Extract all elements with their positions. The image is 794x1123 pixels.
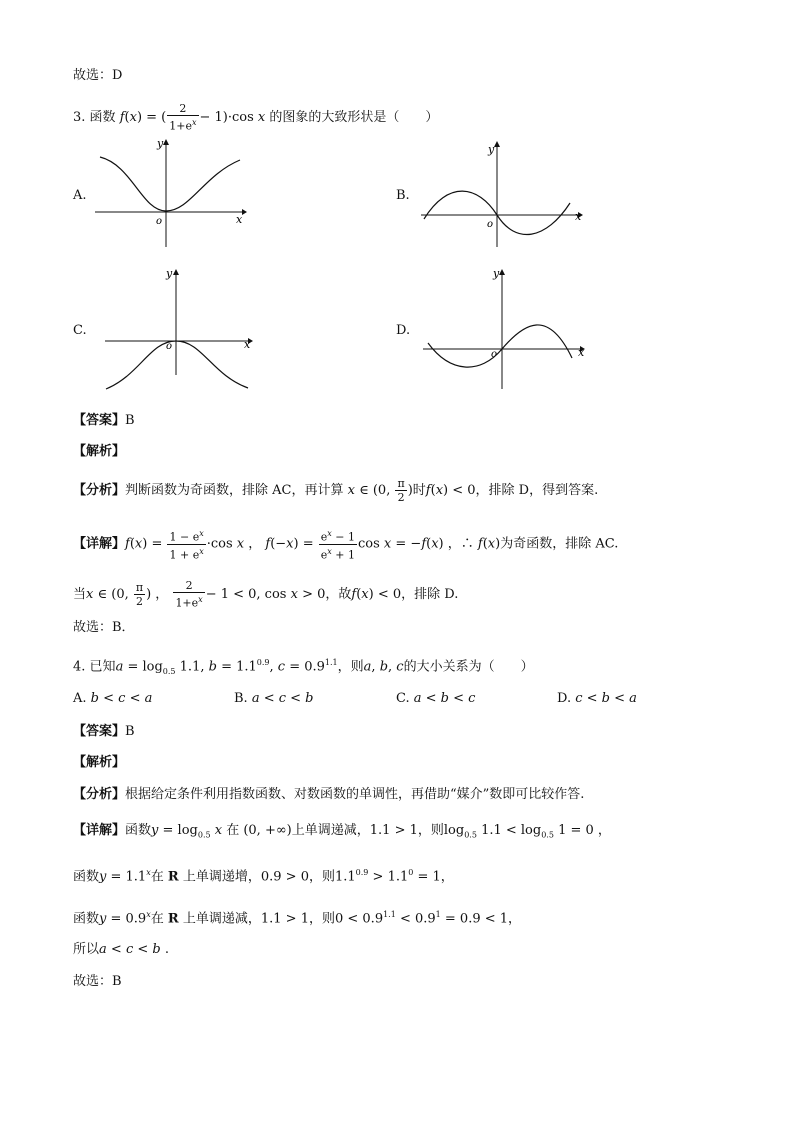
option-b-label: B. xyxy=(396,188,410,203)
curve xyxy=(100,157,240,211)
fraction: $\frac{2}{1+e^x}$ xyxy=(175,579,203,610)
q4-suoyi: 所以a < c < b . xyxy=(73,942,169,957)
q4-xiangjie-line2: 函数$y = 1.1^x$在 R 上单调递增，0.9 > 0，则$1.1^{0.9} > 1.1^0 = 1$， xyxy=(73,868,454,885)
axis-y-label: y xyxy=(488,143,495,156)
graph-c xyxy=(100,263,260,393)
q3-dang: 当x ∈ (0, $\frac{\pi}{2}$ ) ， $\frac{2}{1+e^x}$ − 1 < 0, cos x > 0，故f(x) < 0，排除 D. xyxy=(73,579,459,610)
curve xyxy=(428,325,572,367)
q3-conclusion: 故选：B． xyxy=(73,620,135,635)
origin-label: o xyxy=(491,349,498,360)
q4-fenxi: 【分析】根据给定条件利用指数函数、对数函数的单调性，再借助“媒介”数即可比较作答. xyxy=(73,787,585,802)
origin-label: o xyxy=(166,341,173,352)
option-c-label: C. xyxy=(73,323,87,338)
q3-stem: 3. 函数 f(x) = ( $\frac{2}{1+e^x}$ − 1)·cos x 的图象的大致形状是（ ） xyxy=(73,102,439,133)
fraction: $\frac{2}{1+e^x}$ xyxy=(169,102,197,133)
curve xyxy=(106,341,248,389)
fraction: $\frac{1 - e^x}{1 + e^x}$ xyxy=(169,529,204,562)
option-b: B. a < c < b xyxy=(234,691,314,706)
axis-x-label: x xyxy=(575,210,582,223)
fraction: $\frac{e^x - 1}{e^x + 1}$ xyxy=(320,529,355,562)
axis-y-label: y xyxy=(166,267,173,280)
axis-x-label: x xyxy=(236,213,243,226)
axis-x-label: x xyxy=(244,338,251,351)
origin-label: o xyxy=(156,216,163,227)
option-a: A. b < c < a xyxy=(73,691,153,706)
q4-analysis-heading: 【解析】 xyxy=(73,755,126,770)
q3-xiangjie: 【详解】f(x) = $\frac{1 - e^x}{1 + e^x}$ ·cos x ， f(−x) = $\frac{e^x - 1}{e^x + 1}$ cos x = −f(x) ，∴ f(x)为奇函数，排除 AC. xyxy=(73,529,619,562)
graph-d xyxy=(420,263,592,393)
q4-stem: 4. 已知$a = \log_{0.5} 1.1$, $b = 1.1^{0.9}$, $c = 0.9^{1.1}$，则a, b, c的大小关系为（ ） xyxy=(73,658,534,676)
q4-xiangjie-line1: 【详解】函数$y = \log_{0.5} x$ 在 (0, +∞)上单调递减，1.1 > 1，则$\log_{0.5} 1.1 < \log_{0.5} 1 = 0$ ， xyxy=(73,823,611,840)
q4-xiangjie-line3: 函数$y = 0.9^x$在 R 上单调递减，1.1 > 1，则$0 < 0.9^{1.1} < 0.9^1 = 0.9 < 1$， xyxy=(73,910,522,927)
axis-y-label: y xyxy=(157,137,164,150)
fraction: $\frac{\pi}{2}$ xyxy=(135,580,144,608)
option-d-label: D. xyxy=(396,323,411,338)
q4-conclusion: 故选：B xyxy=(73,974,122,989)
option-d: D. c < b < a xyxy=(557,691,637,706)
fraction: $\frac{\pi}{2}$ xyxy=(397,477,405,504)
prev-answer-line: 故选：D xyxy=(73,68,123,83)
q4-options xyxy=(0,691,794,711)
origin-label: o xyxy=(487,219,494,230)
q3-analysis-heading: 【解析】 xyxy=(73,444,126,459)
axis-y-label: y xyxy=(493,267,500,280)
q4-answer: 【答案】B xyxy=(73,724,135,739)
option-a-label: A. xyxy=(73,188,87,203)
option-c: C. a < b < c xyxy=(396,691,476,706)
q3-answer: 【答案】B xyxy=(73,413,135,428)
math-expr: f xyxy=(119,109,125,125)
graph-a xyxy=(92,135,252,250)
q3-fenxi: 【分析】判断函数为奇函数，排除 AC，再计算 x ∈ (0, $\frac{\pi}{2}$ )时f(x) < 0，排除 D，得到答案. xyxy=(73,477,599,504)
graph-b xyxy=(418,135,590,250)
axis-x-label: x xyxy=(578,346,585,359)
